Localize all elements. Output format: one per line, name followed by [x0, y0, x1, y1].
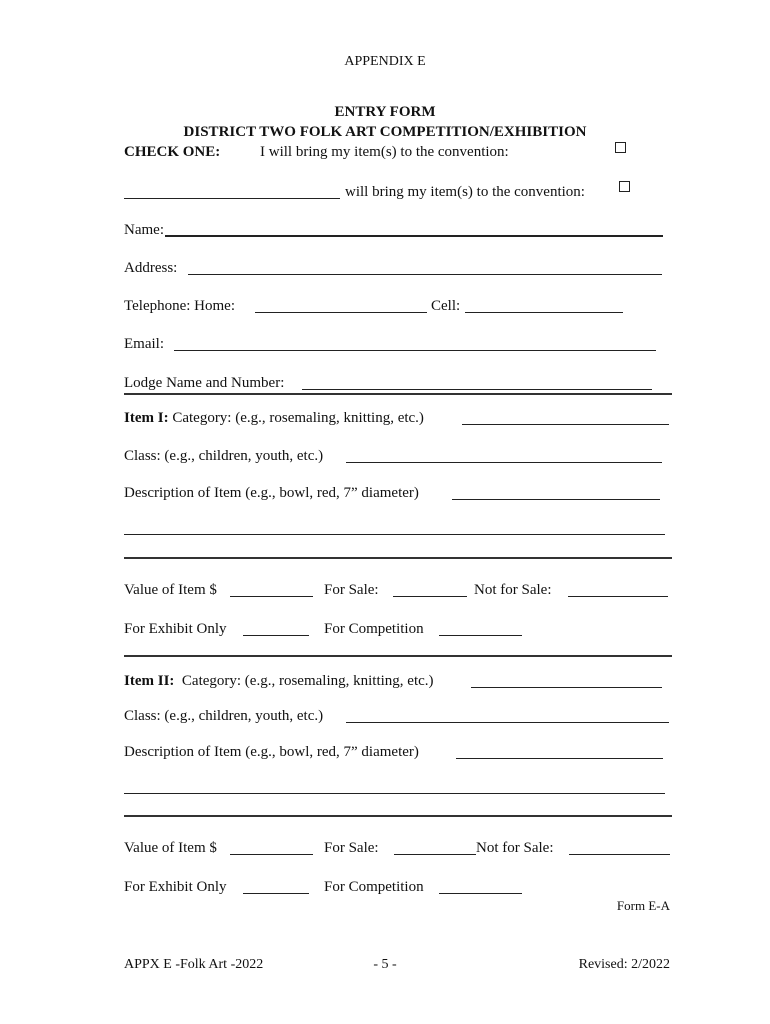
item2-exhibit-only-label: For Exhibit Only	[124, 879, 227, 895]
footer-left: APPX E -Folk Art -2022	[124, 957, 264, 972]
name-field[interactable]	[165, 221, 663, 236]
item1-class-field[interactable]	[346, 448, 662, 463]
other-person-name-field[interactable]	[124, 184, 340, 199]
name-underline	[165, 236, 663, 237]
item1-category-row	[124, 411, 424, 426]
item1-description-line2[interactable]	[124, 520, 665, 535]
item2-description-line2[interactable]	[124, 779, 665, 794]
item2-competition-field[interactable]	[439, 879, 522, 894]
item2-category-label: Category: (e.g., rosemaling, knitting, etc.)	[181, 673, 434, 689]
item2-for-sale-label: For Sale:	[324, 840, 379, 856]
check-one-label: CHECK ONE:	[124, 144, 221, 160]
form-subtitle: DISTRICT TWO FOLK ART COMPETITION/EXHIBITION	[183, 124, 587, 140]
item2-for-sale-field[interactable]	[394, 840, 476, 855]
telephone-home-label: Telephone: Home:	[124, 298, 235, 314]
form-id: Form E-A	[616, 898, 670, 913]
option-other-bring-label: will bring my item(s) to the convention:	[345, 184, 585, 200]
item2-heading: Item II:	[124, 673, 175, 689]
telephone-home-field[interactable]	[255, 298, 427, 313]
item2-category-row	[124, 674, 434, 689]
item2-divider	[124, 815, 672, 817]
item1-description-label: Description of Item (e.g., bowl, red, 7” diameter)	[124, 485, 419, 501]
item1-category-label: Category: (e.g., rosemaling, knitting, etc.)	[172, 410, 424, 426]
option-other-bring-checkbox[interactable]	[619, 181, 630, 192]
item1-divider	[124, 557, 672, 559]
lodge-label: Lodge Name and Number:	[124, 375, 285, 391]
item1-class-label: Class: (e.g., children, youth, etc.)	[124, 448, 324, 464]
cell-field[interactable]	[465, 298, 623, 313]
email-field[interactable]	[174, 336, 656, 351]
item2-exhibit-only-field[interactable]	[243, 879, 309, 894]
item2-class-label: Class: (e.g., children, youth, etc.)	[124, 708, 324, 724]
item1-for-sale-field[interactable]	[393, 582, 467, 597]
item1-competition-field[interactable]	[439, 621, 522, 636]
page-number: - 5 -	[373, 957, 397, 972]
item1-for-sale-label: For Sale:	[324, 582, 379, 598]
form-title: ENTRY FORM	[334, 104, 436, 120]
item-divider	[124, 655, 672, 657]
option-self-bring-checkbox[interactable]	[615, 142, 626, 153]
item2-class-field[interactable]	[346, 708, 669, 723]
section-divider	[124, 393, 672, 395]
item2-description-field[interactable]	[456, 744, 663, 759]
item2-not-for-sale-field[interactable]	[569, 840, 670, 855]
cell-label: Cell:	[431, 298, 461, 314]
item1-heading: Item I:	[124, 410, 169, 426]
item1-exhibit-only-label: For Exhibit Only	[124, 621, 227, 637]
item2-value-field[interactable]	[230, 840, 313, 855]
address-field[interactable]	[188, 260, 662, 275]
item1-description-field[interactable]	[452, 485, 660, 500]
item1-category-field[interactable]	[462, 410, 669, 425]
item1-not-for-sale-field[interactable]	[568, 582, 668, 597]
revised-date: Revised: 2/2022	[578, 957, 670, 972]
item2-not-for-sale-label: Not for Sale:	[476, 840, 554, 856]
option-self-bring-label: I will bring my item(s) to the convention:	[260, 144, 509, 160]
item2-value-label: Value of Item $	[124, 840, 217, 856]
address-label: Address:	[124, 260, 178, 276]
item1-not-for-sale-label: Not for Sale:	[474, 582, 552, 598]
item1-value-field[interactable]	[230, 582, 313, 597]
appendix-label: APPENDIX E	[344, 54, 426, 69]
item2-competition-label: For Competition	[324, 879, 424, 895]
item1-value-label: Value of Item $	[124, 582, 217, 598]
item1-competition-label: For Competition	[324, 621, 424, 637]
item2-category-field[interactable]	[471, 673, 662, 688]
email-label: Email:	[124, 336, 164, 352]
item1-exhibit-only-field[interactable]	[243, 621, 309, 636]
lodge-field[interactable]	[302, 375, 652, 390]
item2-description-label: Description of Item (e.g., bowl, red, 7” diameter)	[124, 744, 419, 760]
name-label: Name:	[124, 222, 164, 238]
